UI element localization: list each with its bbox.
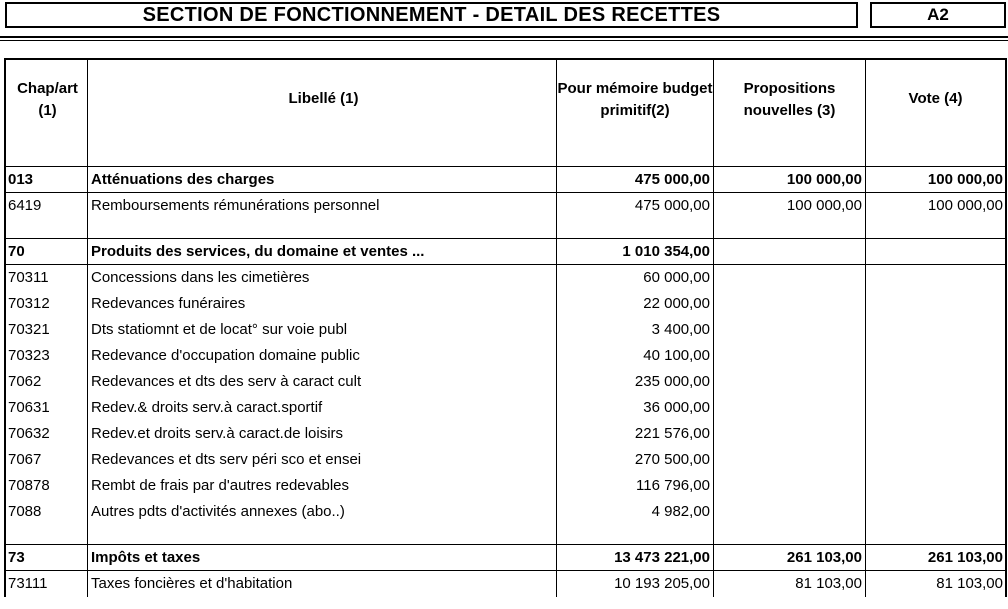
table-row [6, 317, 1005, 343]
row-memoire: 60 000,00 [557, 265, 714, 291]
col-header-chap: Chap/art (1) [6, 60, 88, 166]
row-label: Autres pdts d'activités annexes (abo..) [88, 499, 557, 525]
row-code: 70311 [6, 265, 88, 291]
chapter-code: 73 [6, 545, 88, 570]
spacer-row [6, 525, 1005, 545]
table-row [6, 395, 1005, 421]
chapter-code: 013 [6, 167, 88, 192]
table-row [6, 421, 1005, 447]
row-propositions [714, 265, 866, 291]
row-propositions: 100 000,00 [714, 193, 866, 219]
row-vote [866, 499, 1005, 525]
chapter-row [6, 167, 1005, 193]
table-row [6, 473, 1005, 499]
row-code: 70312 [6, 291, 88, 317]
row-label: Redevance d'occupation domaine public [88, 343, 557, 369]
double-rule [0, 36, 1008, 41]
row-label: Redevances funéraires [88, 291, 557, 317]
chapter-code: 70 [6, 239, 88, 264]
row-vote [866, 395, 1005, 421]
row-code: 7088 [6, 499, 88, 525]
row-label: Dts statiomnt et de locat° sur voie publ [88, 317, 557, 343]
chapter-vote: 100 000,00 [927, 171, 1003, 188]
row-memoire: 475 000,00 [557, 193, 714, 219]
row-vote [866, 473, 1005, 499]
row-memoire: 235 000,00 [557, 369, 714, 395]
row-propositions [714, 369, 866, 395]
row-code: 7067 [6, 447, 88, 473]
row-label: Redevances et dts des serv à caract cult [88, 369, 557, 395]
row-memoire: 40 100,00 [557, 343, 714, 369]
row-memoire: 36 000,00 [557, 395, 714, 421]
row-memoire: 10 193 205,00 [557, 571, 714, 597]
page-title: SECTION DE FONCTIONNEMENT - DETAIL DES RECETTES [5, 2, 858, 28]
row-vote [866, 343, 1005, 369]
row-label: Concessions dans les cimetières [88, 265, 557, 291]
row-memoire: 270 500,00 [557, 447, 714, 473]
row-propositions [714, 395, 866, 421]
row-propositions [714, 473, 866, 499]
chapter-label: Produits des services, du domaine et ventes ... [88, 239, 557, 264]
row-vote [866, 369, 1005, 395]
chapter-propositions: 261 103,00 [714, 545, 866, 570]
row-vote [866, 447, 1005, 473]
chapter-memoire: 475 000,00 [557, 167, 714, 192]
row-code: 70323 [6, 343, 88, 369]
table-header [6, 60, 1005, 167]
row-label: Taxes foncières et d'habitation [88, 571, 557, 597]
row-vote [866, 265, 1005, 291]
chapter-propositions: 100 000,00 [714, 167, 866, 192]
table-row [6, 369, 1005, 395]
row-code: 70321 [6, 317, 88, 343]
chapter-row [6, 545, 1005, 571]
chapter-memoire: 1 010 354,00 [557, 239, 714, 264]
row-propositions [714, 421, 866, 447]
col-header-propositions: Propositions nouvelles (3) [714, 60, 866, 166]
row-label: Rembt de frais par d'autres redevables [88, 473, 557, 499]
chapter-vote [866, 239, 1005, 264]
row-propositions [714, 499, 866, 525]
table-row [6, 193, 1005, 219]
row-code: 70632 [6, 421, 88, 447]
row-memoire: 116 796,00 [557, 473, 714, 499]
table-row [6, 291, 1005, 317]
row-code: 6419 [6, 193, 88, 219]
row-propositions [714, 317, 866, 343]
row-propositions [714, 447, 866, 473]
row-vote: 100 000,00 [927, 197, 1003, 214]
row-propositions [714, 343, 866, 369]
row-vote [866, 317, 1005, 343]
chapter-label: Atténuations des charges [88, 167, 557, 192]
row-memoire: 3 400,00 [557, 317, 714, 343]
row-label: Redev.et droits serv.à caract.de loisirs [88, 421, 557, 447]
row-code: 7062 [6, 369, 88, 395]
col-header-memoire: Pour mémoire budget primitif(2) [557, 60, 714, 166]
page-code: A2 [870, 2, 1006, 28]
col-header-vote: Vote (4) [908, 90, 963, 107]
table-row [6, 447, 1005, 473]
table-row [6, 343, 1005, 369]
row-label: Redev.& droits serv.à caract.sportif [88, 395, 557, 421]
col-header-libelle: Libellé (1) [88, 60, 557, 166]
row-vote [866, 421, 1005, 447]
row-code: 73111 [6, 571, 88, 597]
recettes-table [4, 58, 1007, 597]
row-memoire: 221 576,00 [557, 421, 714, 447]
row-vote: 81 103,00 [936, 575, 1003, 592]
row-propositions [714, 291, 866, 317]
row-label: Remboursements rémunérations personnel [88, 193, 557, 219]
table-row [6, 265, 1005, 291]
table-row [6, 571, 1005, 597]
chapter-row [6, 239, 1005, 265]
row-label: Redevances et dts serv péri sco et ensei [88, 447, 557, 473]
chapter-label: Impôts et taxes [88, 545, 557, 570]
row-memoire: 4 982,00 [557, 499, 714, 525]
row-code: 70878 [6, 473, 88, 499]
chapter-vote: 261 103,00 [927, 549, 1003, 566]
chapter-propositions [714, 239, 866, 264]
spacer-row [6, 219, 1005, 239]
row-propositions: 81 103,00 [714, 571, 866, 597]
row-memoire: 22 000,00 [557, 291, 714, 317]
row-code: 70631 [6, 395, 88, 421]
table-row [6, 499, 1005, 525]
row-vote [866, 291, 1005, 317]
chapter-memoire: 13 473 221,00 [557, 545, 714, 570]
